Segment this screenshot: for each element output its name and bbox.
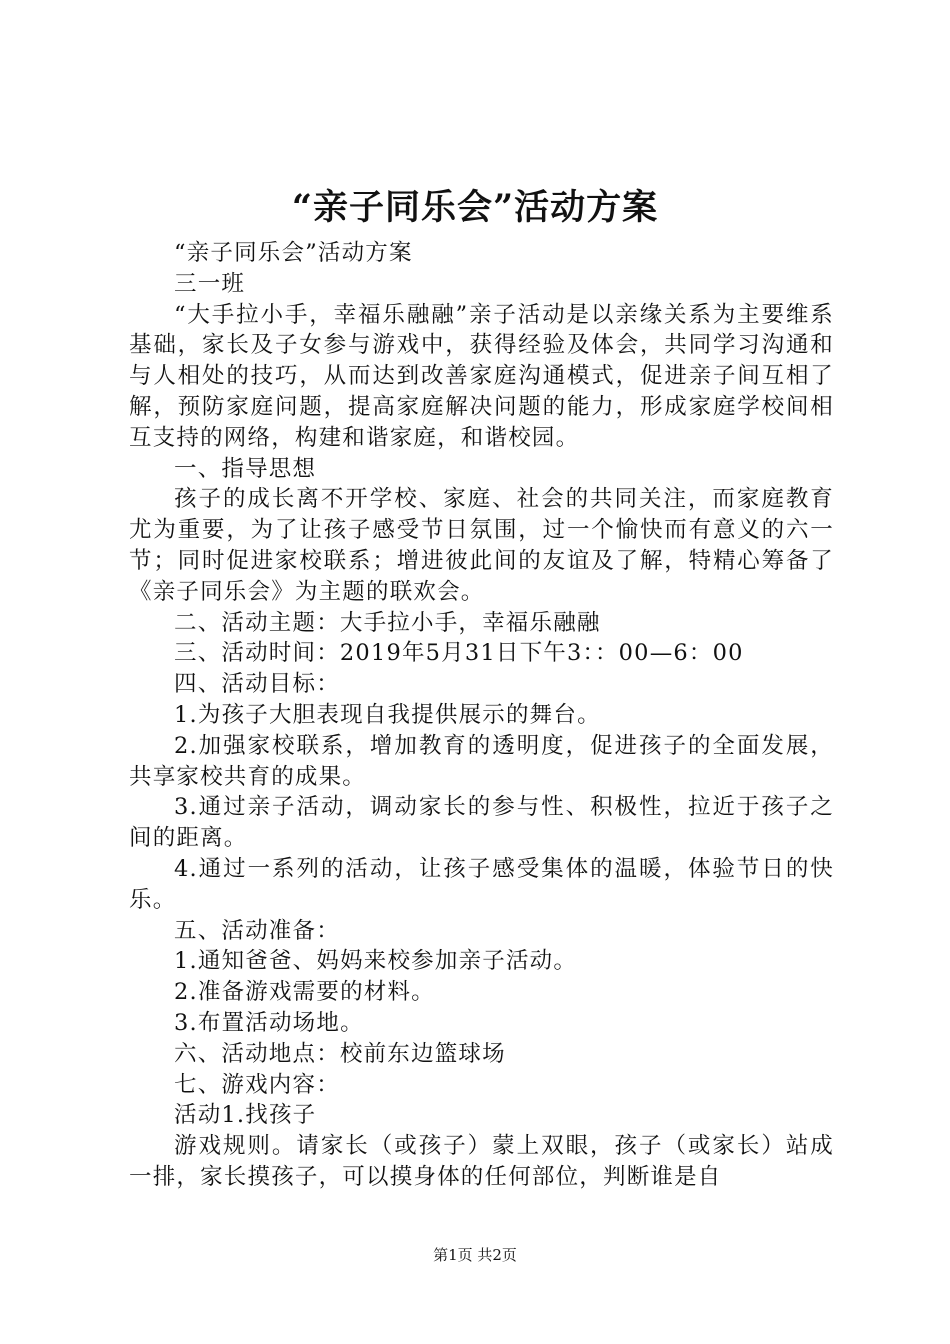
document-body: [129, 238, 834, 1193]
document-title: “亲子同乐会”活动方案: [291, 187, 659, 228]
goal-item-3: 3.通过亲子活动，调动家长的参与性、积极性，拉近于孩子之间的距离。: [129, 794, 834, 852]
section-heading-time: 三、活动时间：2019年5月31日下午3：：00—6：00: [174, 640, 744, 667]
paragraph-subtitle: “亲子同乐会”活动方案: [174, 240, 413, 266]
preparation-item-1: 1.通知爸爸、妈妈来校参加亲子活动。: [174, 948, 578, 975]
section-heading-location: 六、活动地点：校前东边篮球场: [174, 1040, 506, 1067]
section-heading-guiding-idea: 一、指导思想: [174, 455, 317, 482]
paragraph-class: 三一班: [174, 270, 246, 297]
goal-item-1: 1.为孩子大胆表现自我提供展示的舞台。: [174, 701, 601, 728]
section-heading-preparation: 五、活动准备：: [174, 917, 340, 944]
goal-item-4: 4.通过一系列的活动，让孩子感受集体的温暖，体验节日的快乐。: [129, 855, 834, 913]
section-heading-theme: 二、活动主题：大手拉小手，幸福乐融融: [174, 609, 601, 636]
section-heading-goals: 四、活动目标：: [174, 671, 340, 698]
section-heading-games: 七、游戏内容：: [174, 1071, 340, 1098]
page-footer: 第1页 共2页: [433, 1246, 517, 1264]
goal-item-2: 2.加强家校联系，增加教育的透明度，促进孩子的全面发展，共享家校共育的成果。: [129, 732, 834, 790]
preparation-item-3: 3.布置活动场地。: [174, 1009, 364, 1036]
paragraph-intro: “大手拉小手，幸福乐融融”亲子活动是以亲缘关系为主要维系基础，家长及子女参与游戏中，获得经验及体会，共同学习沟通和与人相处的技巧，从而达到改善家庭沟通模式，促进亲子间互相了解，预防家庭问题，提高家庭解决问题的能力，形成家庭学校间相互支持的网络，构建和谐家庭，和谐校园。: [129, 301, 834, 451]
activity-heading-1: 活动1.找孩子: [174, 1102, 317, 1129]
paragraph-game-rules: 游戏规则。请家长（或孩子）蒙上双眼，孩子（或家长）站成一排，家长摸孩子，可以摸身体的任何部位，判断谁是自: [129, 1133, 834, 1190]
preparation-item-2: 2.准备游戏需要的材料。: [174, 979, 435, 1006]
paragraph-guiding-idea: 孩子的成长离不开学校、家庭、社会的共同关注，而家庭教育尤为重要，为了让孩子感受节日氛围，过一个愉快而有意义的六一节；同时促进家校联系；增进彼此间的友谊及了解，特精心筹备了《亲子同乐会》为主题的联欢会。: [129, 486, 834, 605]
